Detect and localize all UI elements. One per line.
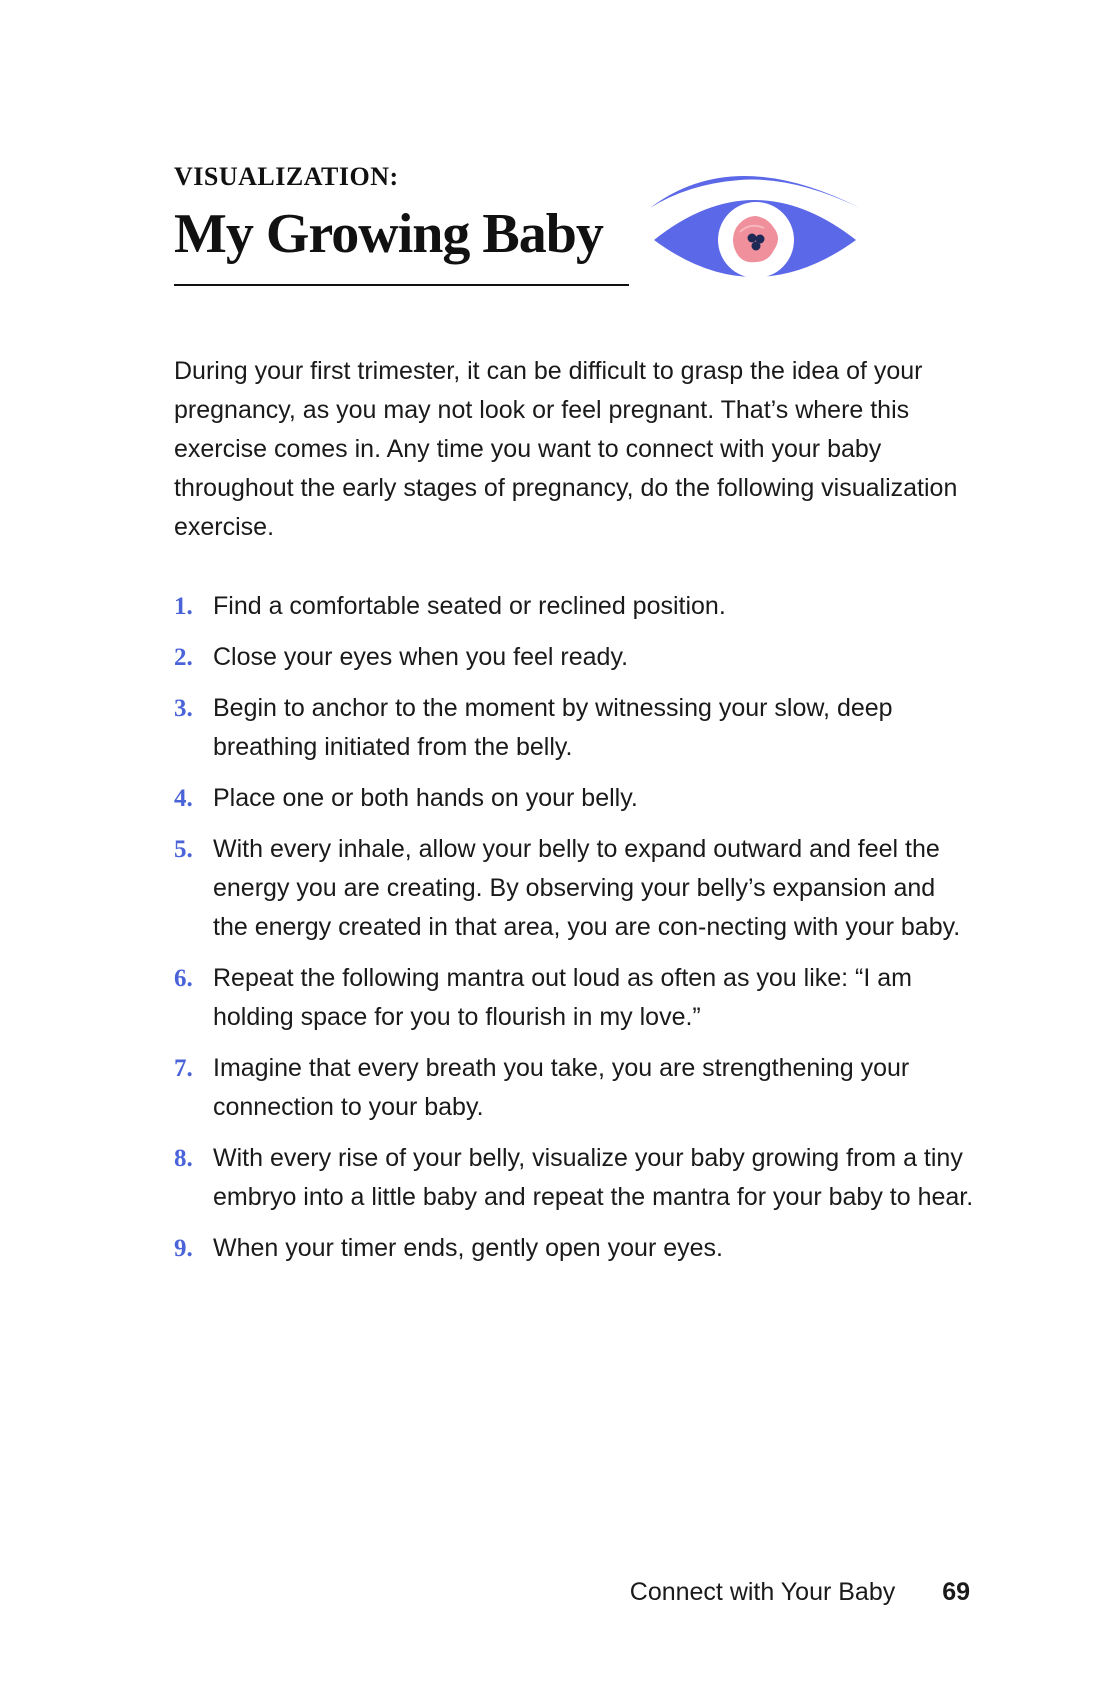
step-text: When your timer ends, gently open your eyes.: [213, 1234, 723, 1262]
section-kicker: VISUALIZATION:: [174, 162, 399, 191]
list-item: [174, 587, 974, 626]
step-text: With every rise of your belly, visualize your baby growing from a tiny embryo into a little baby and repeat the mantra for your baby to hear.: [213, 1144, 974, 1211]
step-text: Find a comfortable seated or reclined position.: [213, 592, 726, 620]
eye-icon: [644, 162, 864, 292]
page-footer: [630, 1578, 970, 1607]
step-number: 9.: [174, 1235, 193, 1262]
step-number: 8.: [174, 1145, 193, 1172]
list-item: [174, 830, 974, 947]
eye-pupil: [748, 234, 757, 243]
step-number: 2.: [174, 644, 193, 671]
step-text: Repeat the following mantra out loud as often as you like: “I am holding space for you to flourish in my love.”: [213, 964, 912, 1031]
step-number: 5.: [174, 836, 193, 863]
title-underline: [174, 284, 629, 286]
list-item: [174, 959, 974, 1037]
step-number: 3.: [174, 695, 193, 722]
step-number: 6.: [174, 965, 193, 992]
list-item: [174, 1049, 974, 1127]
list-item: [174, 1139, 974, 1217]
step-number: 4.: [174, 785, 193, 812]
step-number: 7.: [174, 1055, 193, 1082]
running-footer-title: Connect with Your Baby: [629, 1578, 896, 1606]
step-text: With every inhale, allow your belly to expand outward and feel the energy you are creating. By observing your belly’s expansion and the energy created in that area, you are con-necting with your baby.: [213, 835, 961, 941]
step-text: Close your eyes when you feel ready.: [213, 643, 629, 671]
steps-list: [174, 587, 974, 1280]
page-number: 69: [942, 1578, 970, 1606]
list-item: [174, 1229, 974, 1268]
eye-pupil: [752, 242, 761, 251]
step-text: Begin to anchor to the moment by witnessing your slow, deep breathing initiated from the belly.: [213, 694, 893, 761]
step-number: 1.: [174, 593, 193, 620]
step-text: Imagine that every breath you take, you are strengthening your connection to your baby.: [213, 1054, 910, 1121]
step-text: Place one or both hands on your belly.: [213, 784, 638, 812]
list-item: [174, 779, 974, 818]
section-header: [174, 162, 603, 265]
list-item: [174, 638, 974, 677]
page-title: My Growing Baby: [174, 203, 603, 265]
intro-paragraph: During your first trimester, it can be difficult to grasp the idea of your pregnancy, as you may not look or feel pregnant. That’s where this exercise comes in. Any time you want to connect with your baby throughout the early stages of pregnancy, do the following visualization exercise.: [174, 357, 958, 541]
list-item: [174, 689, 974, 767]
